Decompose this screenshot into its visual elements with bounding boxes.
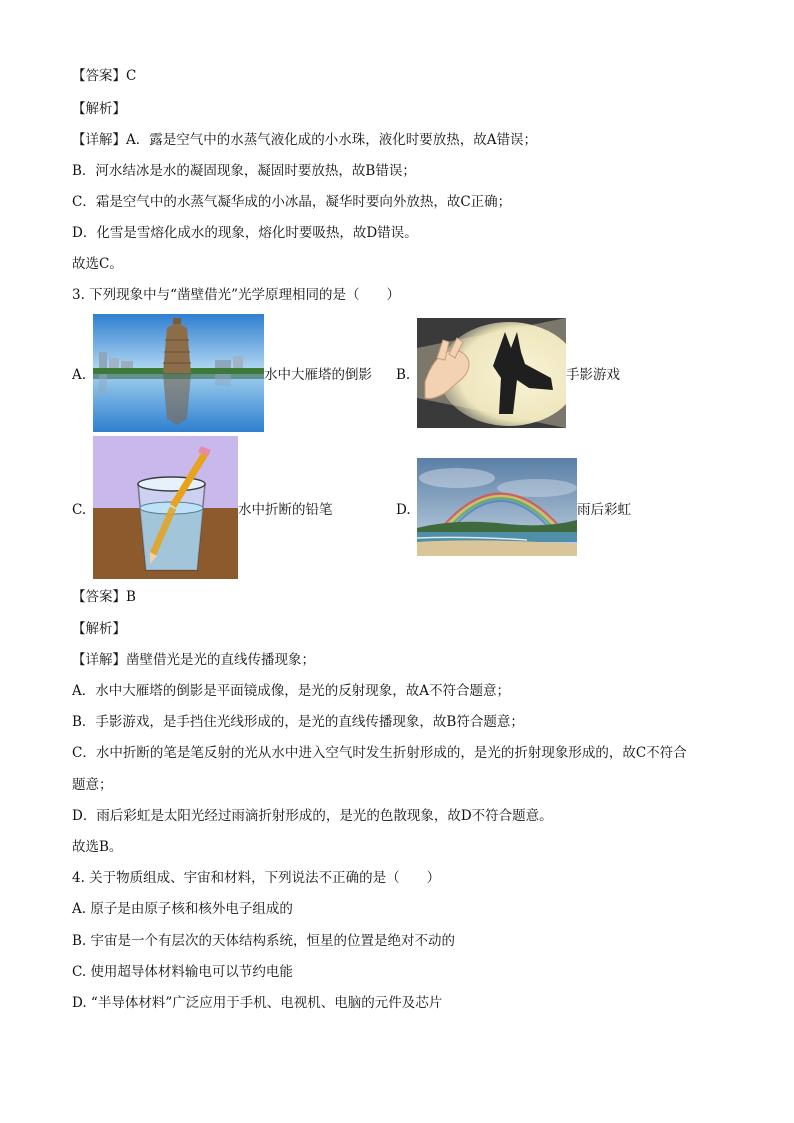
analysis-heading: 【解析】	[72, 621, 126, 637]
option-b-caption: 手影游戏	[566, 367, 620, 383]
option-b: B. 宇宙是一个有层次的天体结构系统，恒星的位置是绝对不动的	[72, 933, 456, 949]
analysis-heading: 【解析】	[72, 101, 126, 117]
option-a-caption: 水中大雁塔的倒影	[264, 367, 372, 383]
hand-shadow-image	[417, 318, 566, 428]
detail-line: B．河水结冰是水的凝固现象，凝固时要放热，故B错误；	[72, 163, 416, 179]
option-c-letter: C.	[72, 502, 87, 518]
detail-line: C．霜是空气中的水蒸气凝华成的小冰晶，凝华时要向外放热，故C正确；	[72, 194, 512, 210]
conclusion-line: 故选B。	[72, 839, 123, 855]
option-d: D. “半导体材料”广泛应用于手机、电视机、电脑的元件及芯片	[72, 995, 443, 1011]
detail-line: D．雨后彩虹是太阳光经过雨滴折射形成的，是光的色散现象，故D不符合题意。	[72, 808, 553, 824]
detail-line: A．水中大雁塔的倒影是平面镜成像，是光的反射现象，故A不符合题意；	[72, 683, 510, 699]
option-b-letter: B.	[396, 367, 411, 383]
conclusion-line: 故选C。	[72, 256, 123, 272]
option-d-caption: 雨后彩虹	[577, 502, 631, 518]
answer-value: C	[126, 68, 137, 84]
detail-line: D．化雪是雪熔化成水的现象，熔化时要吸热，故D错误。	[72, 225, 418, 241]
answer-value: B	[126, 589, 136, 605]
detail-line: 【详解】凿壁借光是光的直线传播现象；	[72, 652, 315, 668]
detail-line: 题意；	[72, 777, 113, 793]
answer-label: 【答案】	[72, 589, 126, 605]
option-d-letter: D.	[396, 502, 411, 518]
question-stem: 4. 关于物质组成、宇宙和材料，下列说法不正确的是（ ）	[72, 870, 441, 886]
detail-line: C．水中折断的笔是笔反射的光从水中进入空气时发生折射形成的，是光的折射现象形成的，故C不符合	[72, 745, 687, 761]
option-a-letter: A.	[72, 367, 87, 383]
detail-line: 【详解】A．露是空气中的水蒸气液化成的小水珠，液化时要放热，故A错误；	[72, 132, 537, 148]
pagoda-reflection-image	[93, 314, 264, 432]
bent-pencil-image	[93, 436, 238, 579]
answer-line	[72, 67, 136, 85]
option-c: C. 使用超导体材料输电可以节约电能	[72, 964, 293, 980]
question-stem: 3. 下列现象中与“凿壁借光”光学原理相同的是（ ）	[72, 287, 400, 303]
option-a: A. 原子是由原子核和核外电子组成的	[72, 901, 293, 917]
answer-line	[72, 588, 136, 606]
rainbow-image	[417, 458, 577, 556]
answer-label: 【答案】	[72, 68, 126, 84]
option-c-caption: 水中折断的铅笔	[238, 502, 333, 518]
detail-line: B．手影游戏，是手挡住光线形成的，是光的直线传播现象，故B符合题意；	[72, 714, 524, 730]
